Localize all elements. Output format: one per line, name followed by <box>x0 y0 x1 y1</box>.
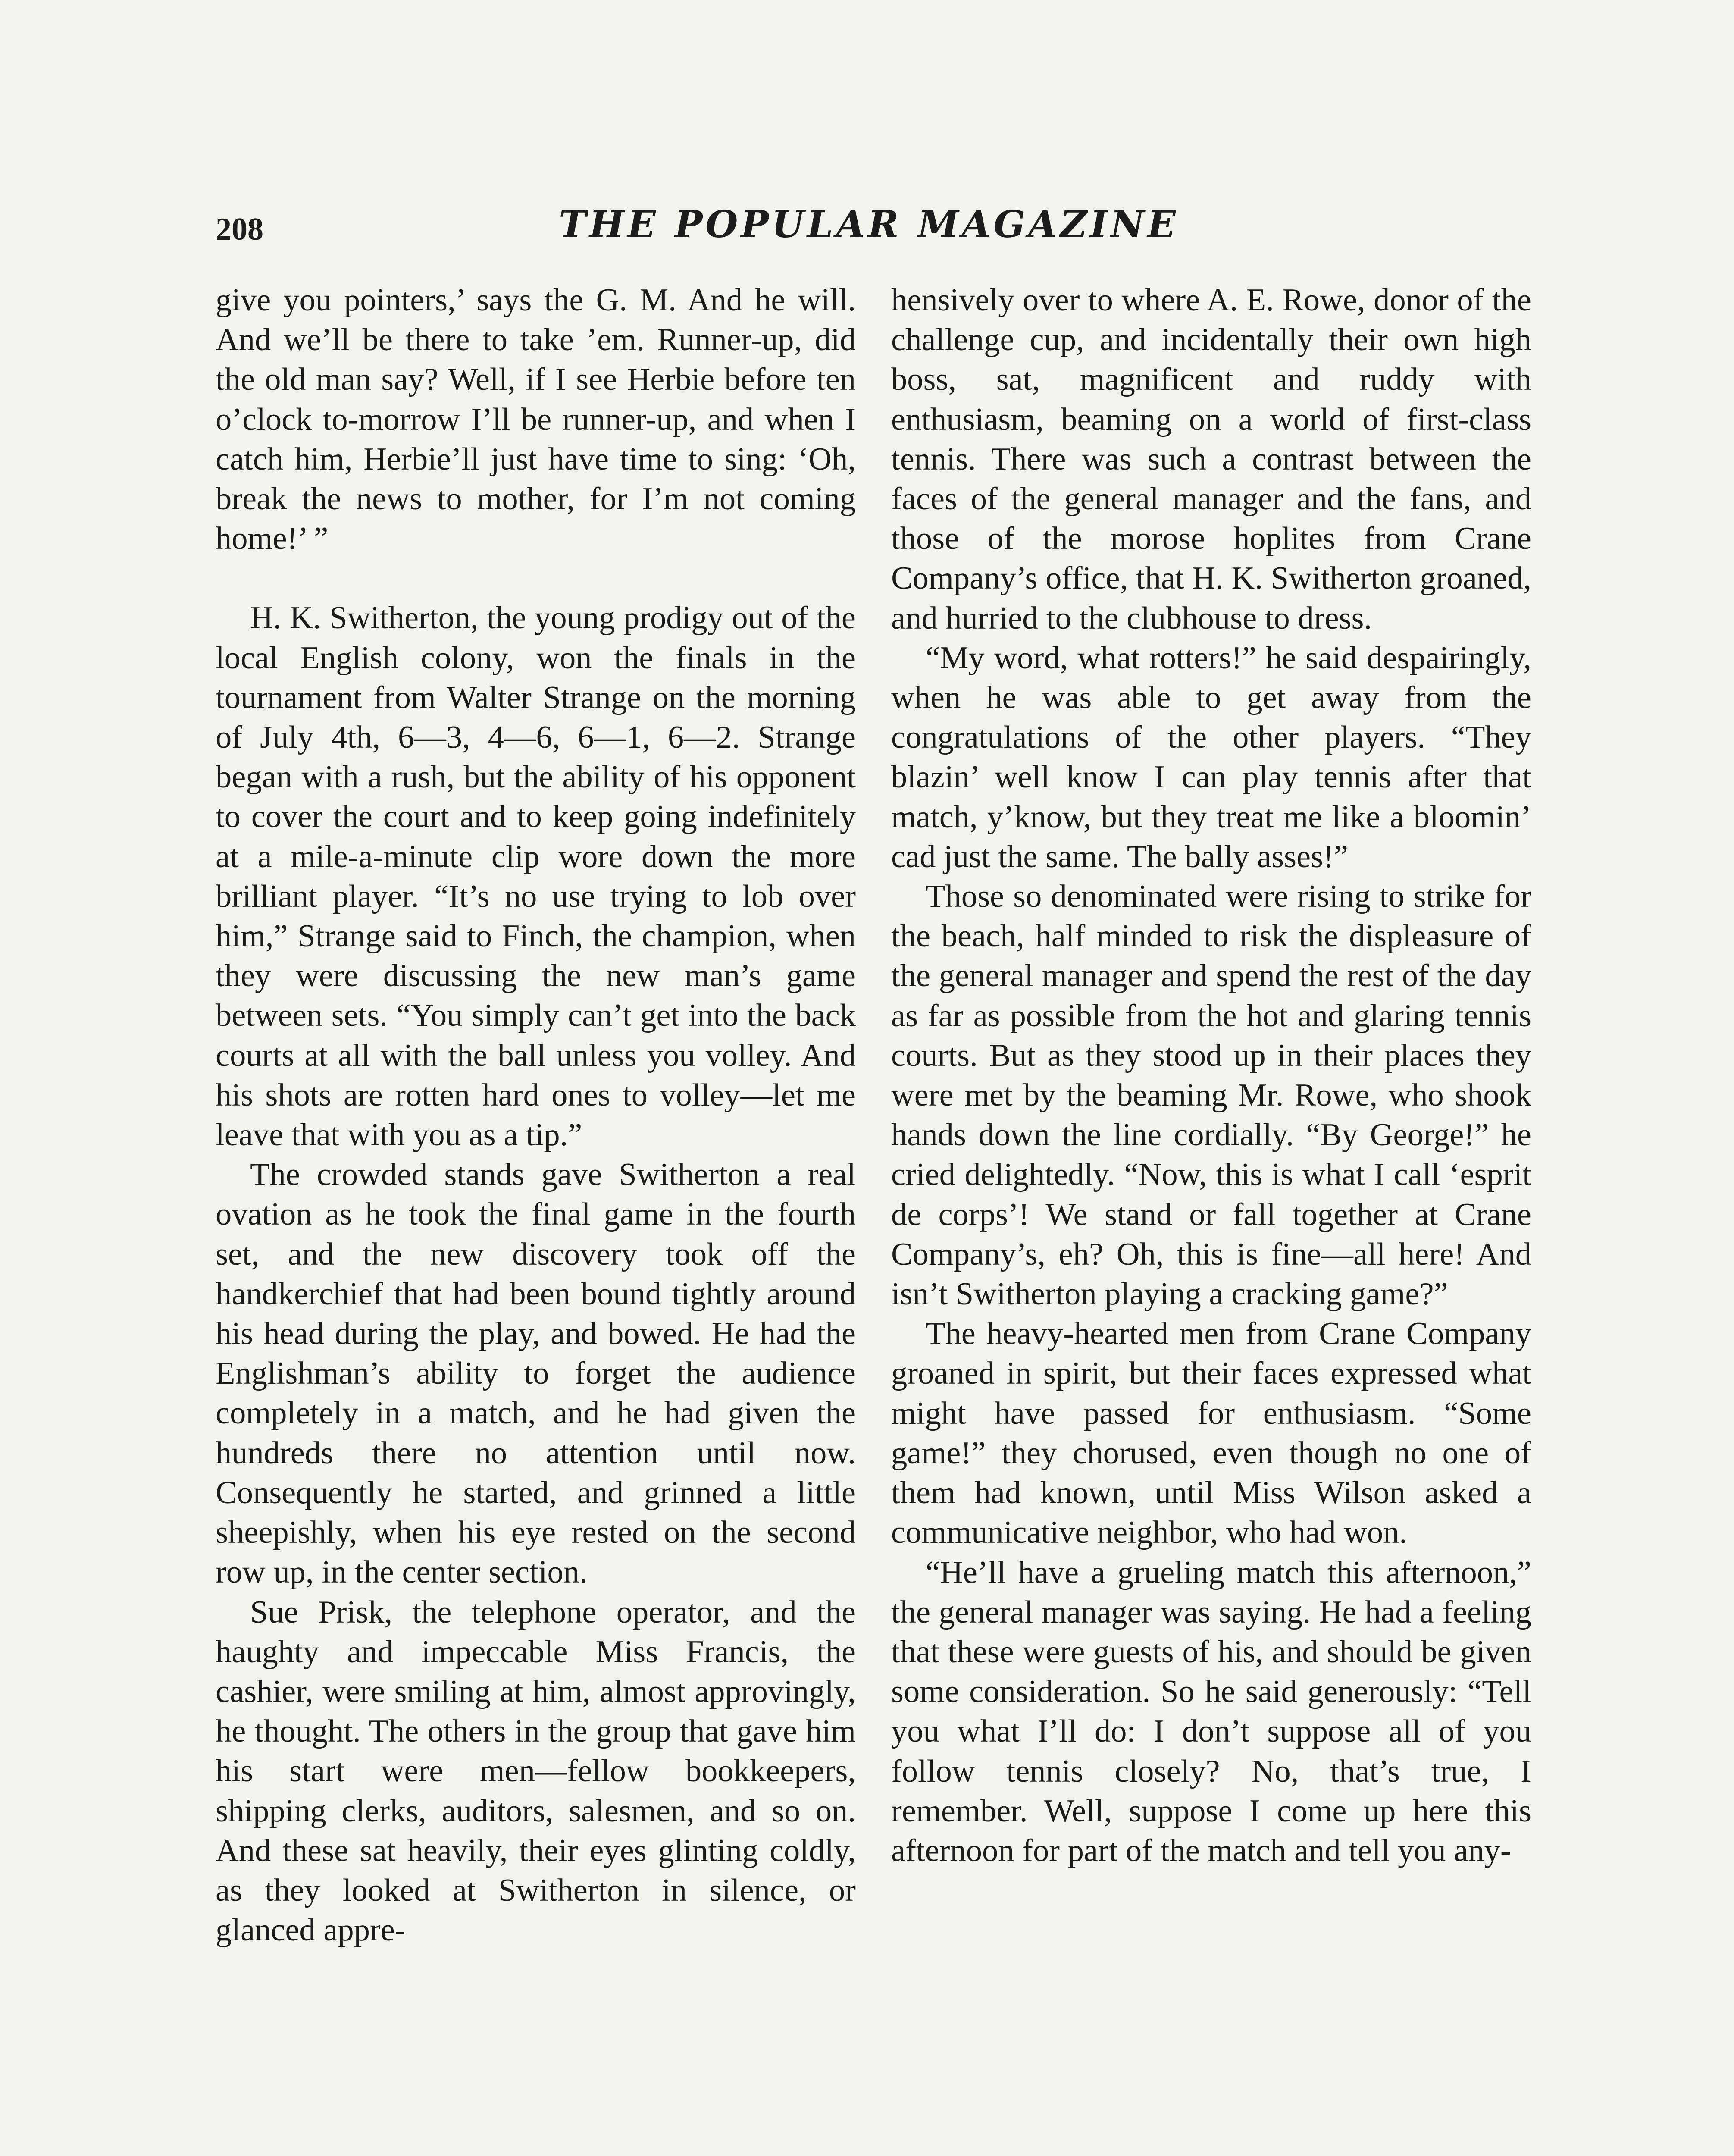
page-header <box>216 203 1522 267</box>
running-title: THE POPULAR MAGAZINE <box>559 203 1179 246</box>
paragraph: hensively over to where A. E. Rowe, donor of the challenge cup, and incidentally their own high boss, sat, magnificent and ruddy with enthusiasm, beaming on a world of first-class tennis. There was such a contrast between the faces of the general manager and the fans, and those of the morose hoplites from Crane Company’s office, that H. K. Switherton groaned, and hurried to the clubhouse to dress. <box>891 282 1531 636</box>
paragraph: H. K. Switherton, the young prodigy out of the local English colony, won the finals in the tournament from Walter Strange on the morning of July 4th, 6—3, 4—6, 6—1, 6—2. Strange began with a rush, but the ability of his opponent to cover the court and to keep going indefinitely at a mile-a-minute clip wore down the more brilliant player. “It’s no use trying to lob over him,” Strange said to Finch, the champion, when they were discussing the new man’s game between sets. “You simply can’t get into the back courts at all with the ball unless you volley. And his shots are rotten hard ones to volley—let me leave that with you as a tip.” <box>216 600 856 1153</box>
paragraph: The crowded stands gave Switherton a real ovation as he took the final game in the fourth set, and the new discovery took off the handkerchief that had been bound tightly around his head during the play, and bowed. He had the Englishman’s ability to forget the audience completely in a match, and he had given the hundreds there no attention until now. Consequently he started, and grinned a little sheepishly, when his eye rested on the second row up, in the center section. <box>216 1157 856 1590</box>
right-text-column <box>891 280 1531 1871</box>
paragraph: give you pointers,’ says the G. M. And he will. And we’ll be there to take ’em. Runner-up, did the old man say? Well, if I see Herbie before ten o’clock to-morrow I’ll be runner-up, and when I catch him, Herbie’ll just have time to sing: ‘Oh, break the news to mother, for I’m not coming home!’ ” <box>216 282 856 557</box>
paragraph: Those so denominated were rising to strike for the beach, half minded to risk the displeasure of the general manager and spend the rest of the day as far as possible from the hot and glaring tennis courts. But as they stood up in their places they were met by the beaming Mr. Rowe, who shook hands down the line cordially. “By George!” he cried delightedly. “Now, this is what I call ‘esprit de corps’! We stand or fall together at Crane Company’s, eh? Oh, this is fine—all here! And isn’t Switherton playing a cracking game?” <box>891 879 1531 1312</box>
paragraph: “He’ll have a grueling match this afternoon,” the general manager was saying. He had a feeling that these were guests of his, and should be given some consideration. So he said generously: “Tell you what I’ll do: I don’t suppose all of you follow tennis closely? No, that’s true, I remember. Well, suppose I come up here this afternoon for part of the match and tell you any- <box>891 1554 1531 1868</box>
page-number: 208 <box>216 212 263 247</box>
paragraph: Sue Prisk, the telephone operator, and the haughty and impeccable Miss Francis, the cashier, were smiling at him, almost approvingly, he thought. The others in the group that gave him his start were men—fellow bookkeepers, shipping clerks, auditors, salesmen, and so on. And these sat heavily, their eyes glinting coldly, as they looked at Switherton in silence, or glanced appre- <box>216 1594 856 1948</box>
paragraph: “My word, what rotters!” he said despairingly, when he was able to get away from the congratulations of the other players. “They blazin’ well know I can play tennis after that match, y’know, but they treat me like a bloomin’ cad just the same. The bally asses!” <box>891 640 1531 874</box>
left-text-column <box>216 280 856 1950</box>
paragraph: The heavy-hearted men from Crane Company groaned in spirit, but their faces expressed what might have passed for enthusiasm. “Some game!” they chorused, even though no one of them had known, until Miss Wilson asked a communicative neighbor, who had won. <box>891 1316 1531 1551</box>
